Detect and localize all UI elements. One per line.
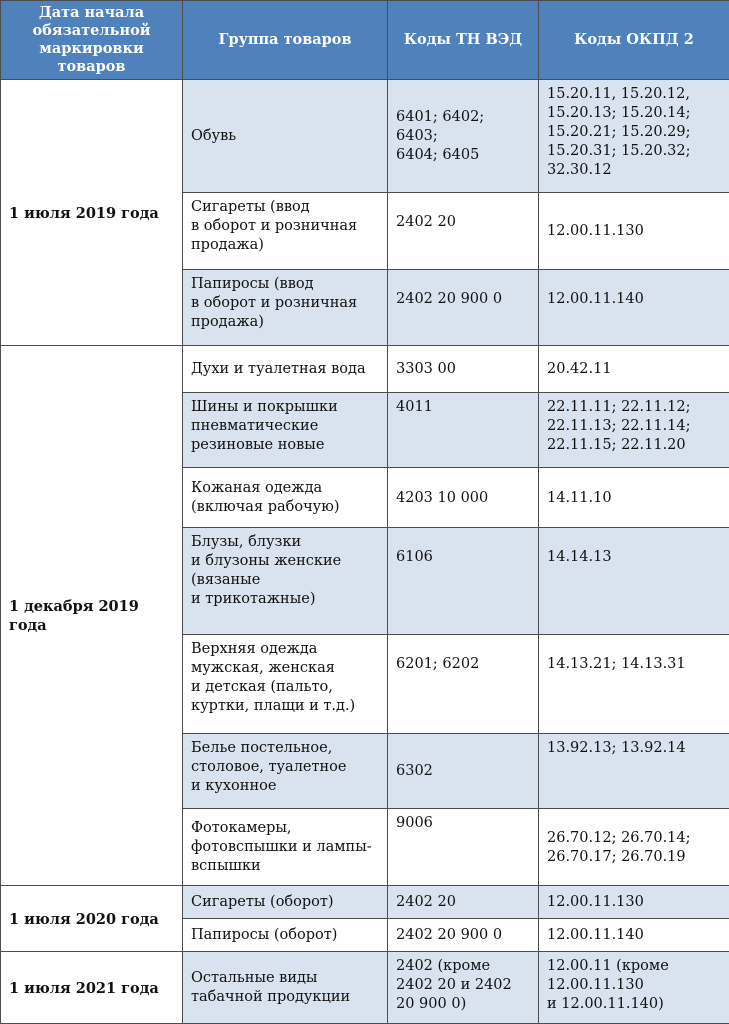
group-cell: Папиросы (оборот): [183, 919, 388, 952]
date-cell: 1 июля 2020 года: [1, 886, 183, 952]
tnved-cell: 6302: [388, 734, 539, 809]
group-cell: Кожаная одежда (включая рабочую): [183, 468, 388, 528]
group-cell: Сигареты (оборот): [183, 886, 388, 919]
tnved-cell: 4203 10 000: [388, 468, 539, 528]
okpd-cell: 12.00.11.140: [539, 270, 729, 346]
okpd-cell: 12.00.11.130: [539, 193, 729, 270]
okpd-cell: 22.11.11; 22.11.12; 22.11.13; 22.11.14; 22.11.15; 22.11.20: [539, 393, 729, 468]
group-cell: Духи и туалетная вода: [183, 346, 388, 393]
tnved-cell: 2402 20 900 0: [388, 270, 539, 346]
group-cell: Фотокамеры, фотовспышки и лампы- вспышки: [183, 809, 388, 886]
table-row: [1, 346, 729, 393]
header-date: Дата начала обязательной маркировки товаров: [1, 1, 183, 80]
tnved-cell: 9006: [388, 809, 539, 886]
header-group: Группа товаров: [183, 1, 388, 80]
tnved-cell: 4011: [388, 393, 539, 468]
header-tnved: Коды ТН ВЭД: [388, 1, 539, 80]
group-cell: Верхняя одежда мужская, женская и детская (пальто, куртки, плащи и т.д.): [183, 635, 388, 734]
table-row: [1, 80, 729, 193]
group-cell: Блузы, блузки и блузоны женские (вязаные и трикотажные): [183, 528, 388, 635]
table-row: [1, 886, 729, 919]
date-cell: 1 июля 2019 года: [1, 80, 183, 346]
group-cell: Сигареты (ввод в оборот и розничная продажа): [183, 193, 388, 270]
okpd-cell: 20.42.11: [539, 346, 729, 393]
okpd-cell: 26.70.12; 26.70.14; 26.70.17; 26.70.19: [539, 809, 729, 886]
table-row: [1, 952, 729, 1024]
header-okpd: Коды ОКПД 2: [539, 1, 729, 80]
okpd-cell: 15.20.11, 15.20.12, 15.20.13; 15.20.14; 15.20.21; 15.20.29; 15.20.31; 15.20.32; 32.30.12: [539, 80, 729, 193]
tnved-cell: 2402 (кроме 2402 20 и 2402 20 900 0): [388, 952, 539, 1024]
tnved-cell: 2402 20: [388, 886, 539, 919]
header-row: [1, 1, 729, 80]
group-cell: Белье постельное, столовое, туалетное и кухонное: [183, 734, 388, 809]
group-cell: Обувь: [183, 80, 388, 193]
tnved-cell: 2402 20: [388, 193, 539, 270]
group-cell: Остальные виды табачной продукции: [183, 952, 388, 1024]
date-cell: 1 июля 2021 года: [1, 952, 183, 1024]
tnved-cell: 6106: [388, 528, 539, 635]
okpd-cell: 12.00.11 (кроме 12.00.11.130 и 12.00.11.140): [539, 952, 729, 1024]
group-cell: Папиросы (ввод в оборот и розничная продажа): [183, 270, 388, 346]
okpd-cell: 13.92.13; 13.92.14: [539, 734, 729, 809]
date-cell: 1 декабря 2019 года: [1, 346, 183, 886]
tnved-cell: 6401; 6402; 6403; 6404; 6405: [388, 80, 539, 193]
okpd-cell: 14.13.21; 14.13.31: [539, 635, 729, 734]
tnved-cell: 2402 20 900 0: [388, 919, 539, 952]
okpd-cell: 12.00.11.140: [539, 919, 729, 952]
okpd-cell: 12.00.11.130: [539, 886, 729, 919]
group-cell: Шины и покрышки пневматические резиновые новые: [183, 393, 388, 468]
tnved-cell: 6201; 6202: [388, 635, 539, 734]
okpd-cell: 14.11.10: [539, 468, 729, 528]
tnved-cell: 3303 00: [388, 346, 539, 393]
okpd-cell: 14.14.13: [539, 528, 729, 635]
